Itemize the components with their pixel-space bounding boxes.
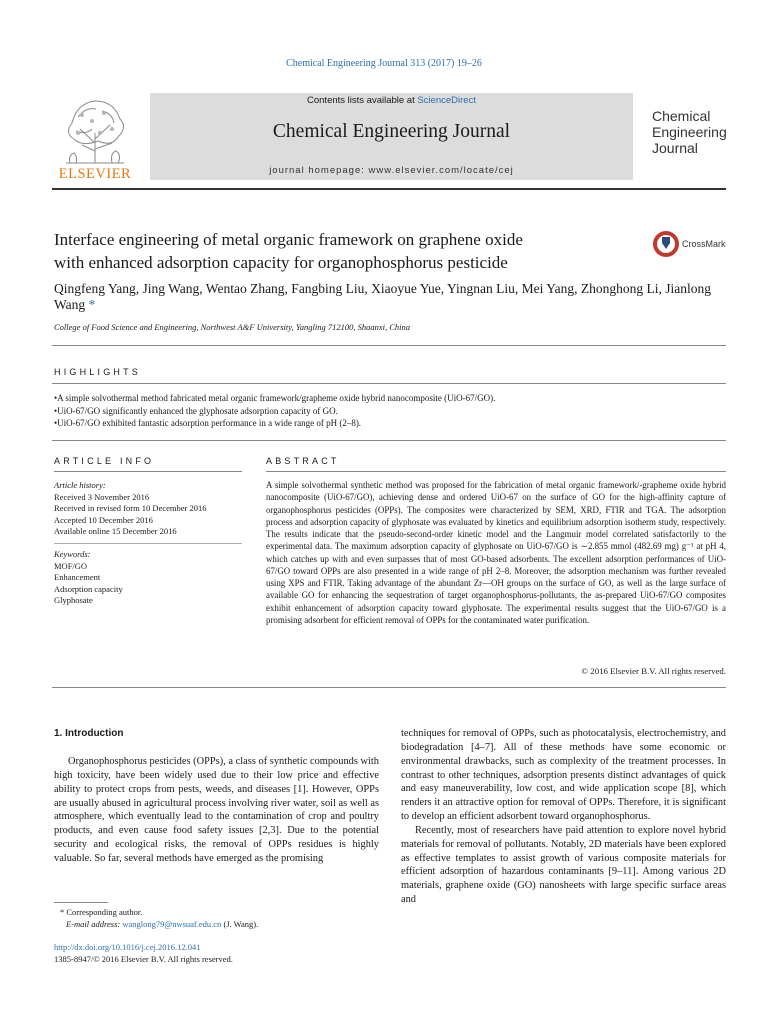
paper-title-line: Interface engineering of metal organic framework on graphene oxide — [54, 230, 523, 249]
body-paragraph: Recently, most of researchers have paid attention to explore novel hybrid materials for removal of pollutants. Notably, 2D materials have been explored as effective templates to assist growth of various composite materials for efficient adsorption of hazardous contaminants [9–11]. Among various 2D materials, graphene oxide (GO) nanosheets with large specific surface areas and — [401, 824, 726, 906]
divider — [52, 440, 726, 441]
email-note — [54, 918, 379, 930]
issn-line: 1385-8947/© 2016 Elsevier B.V. All rights reserved. — [54, 954, 233, 964]
highlights-heading: HIGHLIGHTS — [54, 367, 142, 377]
keywords-label: Keywords: — [54, 549, 91, 559]
divider — [54, 471, 242, 472]
footnotes — [54, 906, 379, 930]
journal-logo-line: Engineering — [652, 124, 727, 140]
body-column-left — [54, 755, 379, 866]
journal-logo — [652, 108, 762, 156]
keyword: Glyphosate — [54, 595, 93, 605]
keyword: Enhancement — [54, 572, 101, 582]
elsevier-wordmark: ELSEVIER — [58, 166, 132, 182]
doi-link[interactable]: http://dx.doi.org/10.1016/j.cej.2016.12.041 — [54, 942, 201, 952]
email-link[interactable]: wanglong79@nwsuaf.edu.cn — [122, 919, 222, 929]
article-history — [54, 480, 254, 538]
history-entry: Received in revised form 10 December 2016 — [54, 503, 207, 513]
introduction-heading: 1. Introduction — [54, 728, 124, 739]
crossmark-label[interactable]: CrossMark — [682, 239, 726, 249]
journal-banner — [150, 93, 633, 180]
journal-logo-line: Chemical — [652, 108, 711, 124]
footnote-divider — [54, 902, 108, 903]
history-entry: Accepted 10 December 2016 — [54, 514, 153, 525]
keyword: MOF/GO — [54, 560, 88, 571]
header-divider — [52, 188, 726, 190]
author-list — [54, 281, 729, 313]
journal-title: Chemical Engineering Journal — [272, 121, 511, 142]
corresponding-author-mark[interactable]: * — [88, 297, 96, 312]
email-label: E-mail address: — [66, 919, 121, 929]
abstract-text: A simple solvothermal synthetic method was proposed for the fabrication of metal organic framework/-grapheme oxide hybrid nanocomposite (UiO-67/GO), achieving dense and ordered UiO-67 on the surface of GO for the high-affinity capture of organophosphorus pesticides (OPPs). The composites were characterized by SEM, XRD, FTIR and TGA. The adsorption process and adsorption capacity of glyphosate was evaluated by kinetics and equilibrium adsorption isotherm study, respectively. The results indicate that the pseudo-second-order kinetic model and the Langmuir model correlated satisfactorily to the experimental data. The maximum adsorption capacity of glyphosate on UiO-67/GO is ∼2.855 mmol (482.69 mg) g⁻¹ at pH 4, which catches up with and even surpasses that of most GO-based adsorbents. The excellent adsorption performances of UiO-67/GO toward OPPs are also presented in a wide range of pH 2–8. Moreover, the adsorption mechanism was further revealed using XPS and FTIR. Taking advantage of the abundant Zr—OH groups on the surface of GO, as well as the large surface of available GO for enhancing the sequestration of target organophosphorus-pollutants, the as-prepared UiO-67/GO composites exhibit enhancement of adsorption capacity toward glyphosate. The experimental results suggest that the UiO-67/GO is a promising adsorbent for efficient removal of OPPs for the contaminated water purification. — [266, 480, 726, 625]
doi-block — [54, 941, 379, 965]
keyword: Adsorption capacity — [54, 583, 123, 594]
highlight-item: • UiO-67/GO exhibited fantastic adsorption performance in a wide range of pH (2–8). — [54, 417, 729, 430]
author-names: Qingfeng Yang, Jing Wang, Wentao Zhang, Fangbing Liu, Xiaoyue Yue, Yingnan Liu, Mei Yang, Zhonghong Li, Jianlong Wang — [54, 281, 712, 312]
history-label: Article history: — [54, 480, 106, 490]
history-entry: Received 3 November 2016 — [54, 491, 150, 502]
body-paragraph: Organophosphorus pesticides (OPPs), a class of synthetic compounds with high toxicity, have been widely used due to their low price and effective ability to protect crops from pests, weeds, and diseases [1]. However, OPPs are usually abused in agricultural process involving river water, soil as well as atmosphere, which eventually lead to the contamination of crop and poultry products, and even cause food safety issues [2,3]. Due to the potential security and ecological risks, the removal of OPPs residues is highly valuable. So far, several methods have emerged as the promising — [54, 756, 379, 864]
divider — [54, 543, 242, 544]
sciencedirect-link[interactable]: ScienceDirect — [417, 95, 476, 106]
contents-prefix: Contents lists available at — [307, 95, 418, 106]
highlight-item: • A simple solvothermal method fabricated metal organic framework/grapheme oxide hybrid nanocomposite (UiO-67/GO). — [54, 392, 729, 405]
journal-logo-line: Journal — [652, 140, 698, 156]
body-column-right — [401, 727, 726, 907]
divider — [52, 345, 726, 346]
email-suffix: (J. Wang). — [221, 919, 259, 929]
body-paragraph: techniques for removal of OPPs, such as photocatalysis, electrochemistry, and biodegradation [4–7]. All of these methods have some economic or environmental drawbacks, such as complexity of the treatment processes. In contrast to other techniques, adsorption presents distinct advantages of quick and easy maneuverability, low cost, and wide application scope [8], which renders it an attractive option for removal of OPPs. Therefore, it is significant to develop an efficient adsorbent toward organophosphorus. — [401, 728, 726, 823]
history-entry: Available online 15 December 2016 — [54, 526, 177, 536]
contents-available-line — [150, 95, 633, 106]
paper-title — [54, 228, 634, 274]
divider — [52, 687, 726, 688]
keywords — [54, 549, 254, 607]
corresponding-author-label: Corresponding author. — [66, 907, 143, 917]
article-info-heading: ARTICLE INFO — [54, 456, 155, 466]
highlights-list — [54, 392, 729, 430]
corresponding-author-note — [54, 906, 379, 918]
paper-title-line: with enhanced adsorption capacity for organophosphorus pesticide — [54, 253, 508, 272]
journal-citation-link[interactable]: Chemical Engineering Journal 313 (2017) 19–26 — [286, 58, 482, 69]
footnote-mark: * — [60, 907, 65, 917]
abstract-heading: ABSTRACT — [266, 456, 340, 466]
divider — [266, 471, 726, 472]
abstract-copyright: © 2016 Elsevier B.V. All rights reserved. — [581, 666, 726, 676]
affiliation: College of Food Science and Engineering, Northwest A&F University, Yangling 712100, Shaanxi, China — [54, 322, 411, 332]
divider — [52, 383, 726, 384]
highlight-item: • UiO-67/GO significantly enhanced the glyphosate adsorption capacity of GO. — [54, 405, 729, 418]
journal-homepage[interactable]: journal homepage: www.elsevier.com/locate/cej — [269, 165, 514, 176]
